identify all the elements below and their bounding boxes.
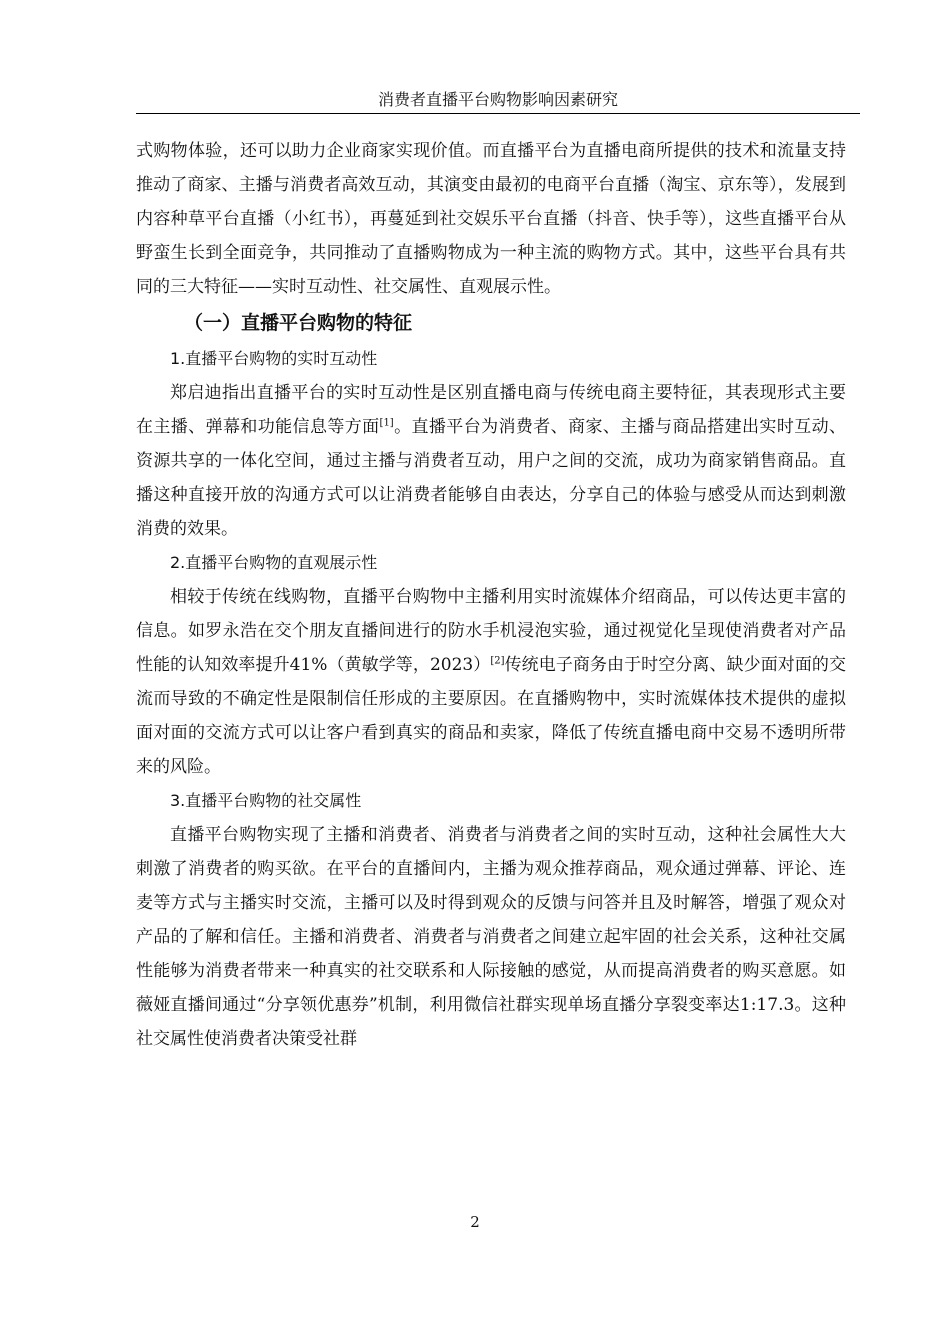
intro-paragraph: 式购物体验，还可以助力企业商家实现价值。而直播平台为直播电商所提供的技术和流量支持推动了商家、主播与消费者高效互动，其演变由最初的电商平台直播（淘宝、京东等），发展到内容种草平台直播（小红书），再蔓延到社交娱乐平台直播（抖音、快手等），这些直播平台从野蛮生长到全面竞争，共同推动了直播购物成为一种主流的购物方式。其中，这些平台具有共同的三大特征——实时互动性、社交属性、直观展示性。 xyxy=(136,141,846,297)
paragraph-text: 相较于传统在线购物，直播平台购物中主播利用实时流媒体介绍商品，可以传达更丰富的信息。如罗永浩在交个朋友直播间进行的防水手机浸泡实验，通过视觉化呈现使消费者对产品性能的认知效率提升41%（黄敏学等，2023） xyxy=(136,587,846,675)
subsection-heading-3: 3.直播平台购物的社交属性 xyxy=(170,791,362,810)
page-number: 2 xyxy=(470,1213,480,1231)
paragraph-visual-display xyxy=(136,580,846,784)
paragraph-text: 传统电子商务由于时空分离、缺少面对面的交流而导致的不确定性是限制信任形成的主要原因。在直播购物中，实时流媒体技术提供的虚拟面对面的交流方式可以让客户看到真实的商品和卖家，降低了传统直播电商中交易不透明所带来的风险。 xyxy=(136,655,846,777)
subsection-heading-1: 1.直播平台购物的实时互动性 xyxy=(170,349,378,368)
paragraph-social-attribute: 直播平台购物实现了主播和消费者、消费者与消费者之间的实时互动，这种社会属性大大刺激了消费者的购买欲。在平台的直播间内，主播为观众推荐商品，观众通过弹幕、评论、连麦等方式与主播实时交流，主播可以及时得到观众的反馈与问答并且及时解答，增强了观众对产品的了解和信任。主播和消费者、消费者与消费者之间建立起牢固的社会关系，这种社交属性能够为消费者带来一种真实的社交联系和人际接触的感觉，从而提高消费者的购买意愿。如薇娅直播间通过“分享领优惠券”机制，利用微信社群实现单场直播分享裂变率达1:17.3。这种社交属性使消费者决策受社群 xyxy=(136,825,846,1049)
header-rule xyxy=(136,113,860,114)
citation-1[interactable]: [1] xyxy=(379,417,394,429)
running-header: 消费者直播平台购物影响因素研究 xyxy=(377,90,618,109)
body-text xyxy=(136,134,846,1056)
subsection-heading-2: 2.直播平台购物的直观展示性 xyxy=(170,553,378,572)
paragraph-text: 。直播平台为消费者、商家、主播与商品搭建出实时互动、资源共享的一体化空间，通过主播与消费者互动，用户之间的交流，成功为商家销售商品。直播这种直接开放的沟通方式可以让消费者能够自由表达，分享自己的体验与感受从而达到刺激消费的效果。 xyxy=(136,417,847,539)
paragraph-text: 郑启迪指出直播平台的实时互动性是区别直播电商与传统电商主要特征，其表现形式主要在主播、弹幕和功能信息等方面 xyxy=(136,383,846,437)
citation-2[interactable]: [2] xyxy=(490,655,505,667)
section-heading: （一）直播平台购物的特征 xyxy=(184,312,413,334)
paragraph-realtime-interaction xyxy=(136,376,846,546)
